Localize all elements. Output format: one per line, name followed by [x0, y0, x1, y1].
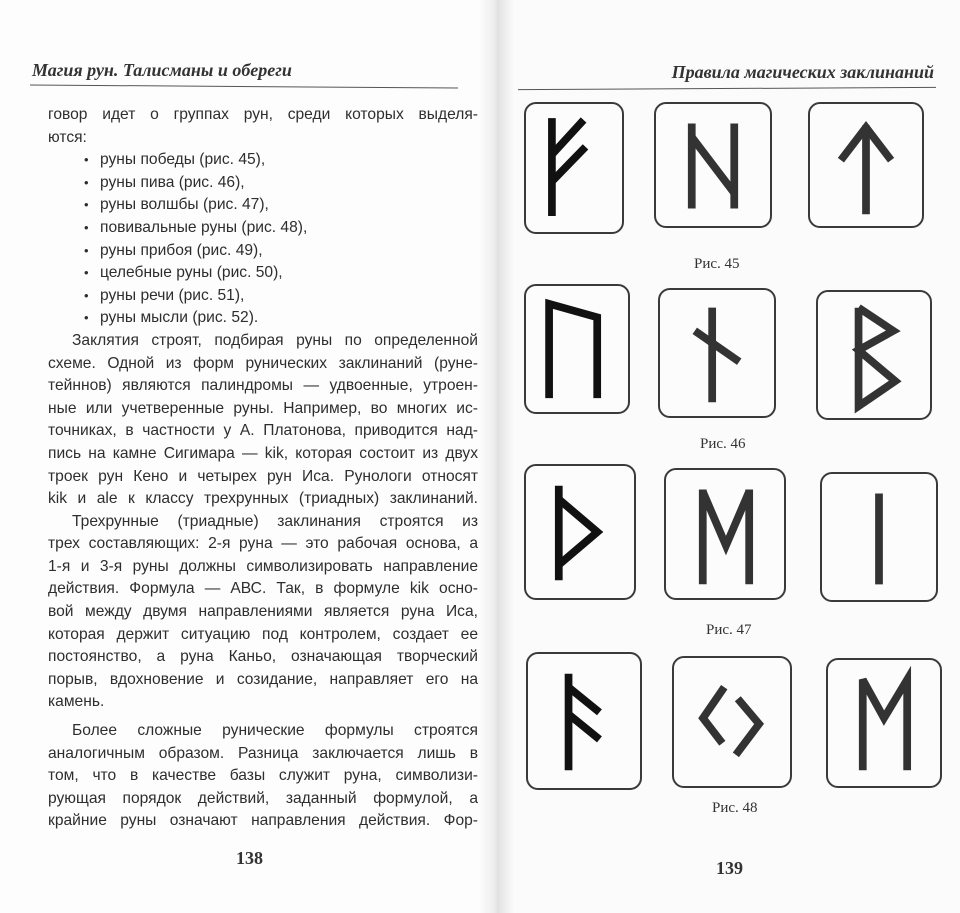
text-line: пись на камне Сигимара — kik, которая состоит из двух — [48, 444, 478, 462]
text-line: которая держит ситуацию под контролем, создает ее — [48, 625, 478, 643]
jera-rune-icon — [672, 656, 792, 788]
mannaz-rune-icon — [664, 468, 786, 600]
intro-line-2: ются: — [48, 128, 87, 146]
right-running-head: Правила магических заклинаний — [671, 62, 934, 82]
ehwaz-rune-icon — [826, 658, 942, 788]
hagalaz-rune-icon — [654, 102, 772, 228]
fehu-rune-icon — [524, 102, 624, 234]
text-line: том, что в качестве базы служит руна, символизи- — [48, 767, 478, 785]
text-line: камень. — [48, 693, 105, 711]
berkano-rune-icon — [816, 290, 932, 420]
list-item: • руны победы (рис. 45), — [84, 149, 478, 172]
text-line: Заклятия строят, подбирая руны по определенной — [72, 331, 478, 349]
text-line: порыв, вдохновение и созидание, направляет его на — [48, 670, 478, 688]
text-line: вой между двумя направлениями является руна Иса, — [48, 603, 478, 621]
bullet-icon: • — [84, 152, 89, 168]
tiwaz-rune-icon — [808, 102, 924, 228]
rune-group-list — [48, 149, 478, 330]
book-gutter — [478, 0, 514, 913]
nauthiz-rune-icon — [658, 288, 776, 418]
text-line: постоянство, а руна Каньо, означающая творческий — [48, 648, 478, 666]
text-line: Трехрунные (триадные) заклинания строятся из — [72, 512, 478, 530]
list-item: • руны мысли (рис. 52). — [84, 307, 478, 330]
bullet-icon: • — [84, 242, 89, 258]
figure-caption: Рис. 48 — [712, 800, 758, 816]
text-line: крайние руны означают направления действия. Фор- — [48, 812, 478, 830]
uruz-rune-icon — [524, 284, 630, 414]
text-line: троек рун Кено и четырех рун Иса. Рунологи относят — [48, 467, 478, 485]
list-item: • повивальные руны (рис. 48), — [84, 217, 478, 240]
text-line: аналогичным образом. Разница заключается лишь в — [48, 744, 478, 762]
text-line: 1-я и 3-я руны должны символизировать направление — [48, 557, 478, 575]
text-line: тейннов) являются палиндромы — удвоенные, утроен- — [48, 377, 478, 395]
list-item: • руны пива (рис. 46), — [84, 172, 478, 195]
bullet-icon: • — [84, 197, 89, 213]
list-item: • руны волшбы (рис. 47), — [84, 194, 478, 217]
left-running-head: Магия рун. Талисманы и обереги — [32, 60, 292, 80]
paragraph-3 — [48, 720, 478, 833]
list-item: • руны речи (рис. 51), — [84, 285, 478, 308]
bullet-icon: • — [84, 174, 89, 190]
text-line: kik и ale к классу трехрунных (триадных) заклинаний. — [48, 490, 478, 508]
bullet-icon: • — [84, 219, 89, 235]
text-line: рующая порядок действий, заданный формулой, а — [48, 789, 478, 807]
right-page-number: 139 — [716, 858, 743, 878]
text-line: точниках, в частности у А. Платонова, приводится над- — [48, 422, 478, 440]
text-line: ные или учетверенные руны. Например, во многих ис- — [48, 399, 478, 417]
figure-caption: Рис. 47 — [706, 622, 752, 638]
ansuz-rune-icon — [526, 652, 642, 790]
text-line: Более сложные рунические формулы строятся — [72, 722, 478, 740]
text-line: схеме. Одной из форм рунических заклинаний (руне- — [48, 354, 478, 372]
bullet-icon: • — [84, 265, 89, 281]
figure-caption: Рис. 45 — [694, 256, 740, 272]
paragraph-2 — [48, 511, 478, 714]
left-page-number: 138 — [236, 848, 263, 868]
list-item: • целебные руны (рис. 50), — [84, 262, 478, 285]
bullet-icon: • — [84, 287, 89, 303]
isa-rune-icon — [820, 472, 938, 602]
text-line: трех составляющих: 2-я руна — это рабочая основа, а — [48, 535, 478, 553]
list-item: • руны прибоя (рис. 49), — [84, 240, 478, 263]
text-line: действия. Формула — АВС. Так, в формуле kik осно- — [48, 580, 478, 598]
bullet-icon: • — [84, 310, 89, 326]
paragraph-1 — [48, 330, 478, 511]
figure-caption: Рис. 46 — [700, 436, 746, 452]
thurisaz-rune-icon — [524, 464, 636, 600]
intro-line-1: говор идет о группах рун, среди которых выделя- — [48, 106, 478, 123]
left-text-column — [48, 104, 478, 833]
